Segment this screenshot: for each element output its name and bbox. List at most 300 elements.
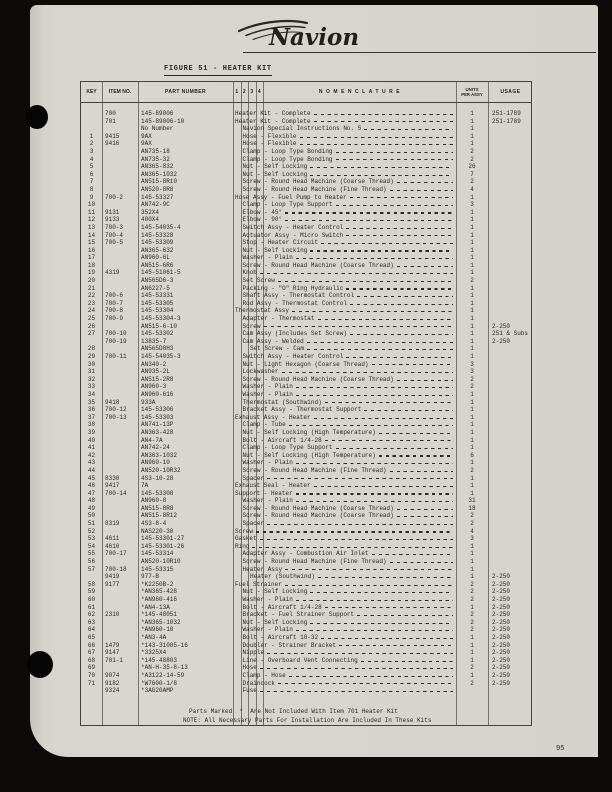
table-row (81, 171, 531, 179)
leader-dashes (296, 387, 453, 388)
nomenclature-text: Screw - Round Head Machine (Coarse Thread) (242, 512, 394, 520)
level-col-1: 1 (235, 89, 239, 95)
units-cell: 1 (470, 558, 474, 566)
leader-dashes (260, 668, 453, 669)
units-cell: 2 (470, 626, 474, 634)
table-row (81, 550, 531, 558)
footnote-installation: NOTE: All Necessary Parts For Installation Are Included In These Kits (183, 717, 432, 724)
usage-cell (488, 376, 531, 384)
table-row (81, 558, 531, 566)
nomenclature-text: Heater Kit - Complete (235, 117, 311, 125)
nomenclature-cell (233, 444, 456, 452)
usage-cell (488, 300, 531, 308)
usage-cell (488, 307, 531, 315)
nomenclature-cell (233, 353, 456, 361)
nomenclature-text: Bracket Assy - Thermostat Support (242, 406, 362, 414)
usage-cell (488, 421, 531, 429)
nomenclature-cell (233, 163, 456, 171)
leader-dashes (390, 190, 453, 191)
item-no-cell (102, 588, 138, 596)
leader-dashes (325, 607, 453, 608)
part-number-cell: No Number (141, 125, 174, 133)
units-cell: 1 (470, 489, 474, 497)
key-cell: 66 (87, 641, 96, 649)
key-cell: 3 (89, 147, 94, 155)
usage-cell: 2-250 (492, 626, 511, 634)
units-cell: 4 (470, 185, 474, 193)
nomenclature-cell (233, 619, 456, 627)
nomenclature-text: Screw - Round Head Machine (Fine Thread) (242, 558, 387, 566)
part-number-cell: 4S3-10-28 (141, 474, 174, 482)
usage-cell (488, 140, 531, 148)
table-row (81, 307, 531, 315)
nomenclature-cell (233, 209, 456, 217)
leader-dashes (300, 137, 453, 138)
usage-cell (488, 345, 531, 353)
nomenclature-cell (233, 611, 456, 619)
item-no-cell: 4610 (105, 542, 120, 550)
part-number-cell: 145-53331 (141, 292, 174, 300)
units-cell: 3 (470, 201, 474, 209)
table-row (81, 224, 531, 232)
table-row (81, 611, 531, 619)
key-cell: 69 (87, 664, 96, 672)
key-cell: 11 (87, 208, 96, 216)
units-cell: 1 (470, 421, 474, 429)
nomenclature-text: Rod Assy - Thermostat Control (242, 299, 347, 307)
leader-dashes (285, 212, 453, 213)
part-number-cell: *AN3-4A (141, 633, 167, 641)
nomenclature-text: Set Screw - Cam (250, 345, 305, 353)
key-cell (81, 573, 102, 581)
part-number-cell: *AN-H-35-8-13 (141, 664, 188, 672)
key-cell: 15 (87, 239, 96, 247)
nomenclature-text: Nut - Self Locking (242, 246, 308, 254)
key-cell: 1 (89, 132, 94, 140)
usage-cell: 2-250 (492, 337, 511, 345)
nomenclature-text: Gasket (235, 535, 257, 543)
col-header-part: PART NUMBER (165, 89, 206, 95)
nomenclature-cell (233, 194, 456, 202)
usage-cell (488, 269, 531, 277)
nomenclature-text: Fuse (242, 687, 257, 695)
binder-hole-bottom (27, 651, 53, 678)
item-no-cell: 9416 (105, 140, 120, 148)
table-row (81, 626, 531, 634)
leader-dashes (325, 402, 453, 403)
nomenclature-cell (233, 186, 456, 194)
leader-dashes (346, 288, 453, 289)
part-number-cell: AN960-616 (141, 390, 174, 398)
item-no-cell (102, 528, 138, 536)
key-cell (81, 338, 102, 346)
units-cell: 1 (470, 330, 474, 338)
leader-dashes (350, 304, 453, 305)
usage-cell: 2-250 (492, 573, 511, 581)
item-no-cell: 9074 (105, 671, 120, 679)
nomenclature-text: Clamp - Tube (242, 421, 286, 429)
usage-cell: 2-250 (492, 633, 511, 641)
usage-cell (488, 535, 531, 543)
scanned-page (30, 5, 598, 757)
usage-cell (488, 406, 531, 414)
leader-dashes (300, 144, 453, 145)
usage-cell (488, 512, 531, 520)
usage-cell (488, 315, 531, 323)
units-cell: 2 (470, 679, 474, 687)
item-no-cell (102, 323, 138, 331)
nomenclature-text: Set Screw (242, 277, 275, 285)
usage-cell (488, 156, 531, 164)
nomenclature-cell (233, 649, 456, 657)
nomenclature-cell (233, 323, 456, 331)
nomenclature-cell (233, 232, 456, 240)
table-row (81, 148, 531, 156)
nomenclature-text: Screw (242, 322, 261, 330)
part-number-cell: 145-54035-3 (141, 353, 181, 360)
key-cell: 39 (87, 428, 96, 436)
table-row (81, 596, 531, 604)
key-cell: 31 (87, 368, 96, 376)
part-number-cell: AN6227-5 (141, 284, 170, 292)
nomenclature-cell (233, 269, 456, 277)
key-cell: 43 (87, 459, 96, 467)
item-no-cell (102, 604, 138, 612)
usage-cell (488, 490, 531, 498)
nomenclature-cell (233, 437, 456, 445)
table-row (81, 512, 531, 520)
table-row (81, 201, 531, 209)
nomenclature-cell (233, 535, 456, 543)
table-row (81, 118, 531, 126)
part-number-cell: AN520-10R32 (141, 466, 181, 474)
nomenclature-cell (233, 285, 456, 293)
key-cell: 5 (89, 163, 94, 171)
leader-dashes (256, 531, 453, 532)
table-header (81, 82, 531, 103)
nomenclature-cell (233, 338, 456, 346)
table-row (81, 459, 531, 467)
nomenclature-cell (233, 307, 456, 315)
part-number-cell: *143-31005-16 (141, 641, 188, 649)
nomenclature-text: Lockwasher (242, 368, 279, 376)
nomenclature-cell (233, 642, 456, 650)
nomenclature-text: Clamp - Hose (242, 671, 286, 679)
units-cell: 6 (470, 451, 474, 459)
key-cell: 9 (89, 193, 94, 201)
units-cell: 1 (470, 565, 474, 573)
table-row (81, 573, 531, 581)
table-row (81, 588, 531, 596)
part-number-cell: AN515-2R8 (141, 375, 174, 383)
units-cell: 1 (470, 299, 474, 307)
nomenclature-text: Clamp - Loop Type Bonding (242, 155, 333, 163)
item-no-cell: 700 (105, 110, 116, 117)
item-no-cell (102, 125, 138, 133)
leader-dashes (260, 539, 453, 540)
table-row (81, 239, 531, 247)
key-cell: 42 (87, 451, 96, 459)
usage-cell: 2-250 (492, 322, 511, 330)
leader-dashes (314, 121, 453, 122)
item-no-cell (102, 361, 138, 369)
part-number-cell: AN515-6-10 (141, 322, 178, 330)
item-no-cell: 700-14 (105, 489, 127, 497)
nomenclature-text: Nut - Self Locking (242, 588, 308, 596)
leader-dashes (336, 205, 453, 206)
units-cell: 2 (470, 383, 474, 391)
units-cell: 1 (470, 573, 474, 581)
item-no-cell: 9131 (105, 208, 120, 216)
key-cell: 65 (87, 633, 96, 641)
key-cell: 60 (87, 596, 96, 603)
nomenclature-text: Clamp - Loop Type Support (242, 444, 333, 452)
usage-cell: 2-250 (492, 580, 511, 588)
key-cell: 18 (87, 261, 96, 269)
nomenclature-cell (233, 520, 456, 528)
usage-cell (488, 186, 531, 194)
item-no-cell (102, 505, 138, 513)
units-cell: 1 (470, 216, 474, 224)
key-cell: 54 (87, 542, 96, 550)
usage-cell (488, 368, 531, 376)
key-cell: 58 (87, 580, 96, 588)
leader-dashes (252, 547, 453, 548)
item-no-cell (102, 201, 138, 209)
units-cell: 1 (470, 193, 474, 201)
nomenclature-cell (233, 467, 456, 475)
part-number-cell: AN340-2 (141, 360, 167, 368)
item-no-cell (102, 467, 138, 475)
leader-dashes (357, 296, 453, 297)
usage-cell (488, 687, 531, 695)
units-cell: 2 (470, 512, 474, 520)
part-number-cell: 977-B (141, 573, 160, 581)
units-cell: 1 (470, 125, 474, 133)
usage-cell (488, 262, 531, 270)
units-cell: 1 (470, 261, 474, 269)
leader-dashes (336, 159, 453, 160)
part-number-cell: AN735-32 (141, 155, 170, 163)
nomenclature-text: Spacer (242, 520, 265, 528)
item-no-cell: 700-9 (105, 315, 124, 323)
leader-dashes (292, 311, 453, 312)
key-cell: 2 (89, 140, 94, 148)
item-no-cell (102, 345, 138, 353)
key-cell: 33 (87, 383, 96, 391)
units-cell: 7 (470, 170, 474, 178)
part-number-cell: *145-48803 (141, 656, 178, 664)
nomenclature-cell (233, 118, 456, 126)
item-no-cell: 9177 (105, 580, 120, 588)
key-cell: 64 (87, 626, 96, 634)
nomenclature-text: Hose (242, 664, 257, 672)
table-row (81, 323, 531, 331)
key-cell: 30 (87, 360, 96, 368)
navion-logo (233, 14, 393, 54)
key-cell: 26 (87, 322, 96, 330)
units-cell: 2 (470, 520, 474, 528)
usage-cell (488, 125, 531, 133)
units-cell: 1 (470, 649, 474, 657)
nomenclature-text: Washer - Plain (242, 596, 293, 603)
part-number-cell: *AN365-1032 (141, 618, 181, 626)
usage-cell (488, 353, 531, 361)
item-no-cell (102, 429, 138, 437)
part-number-cell: 145-53308 (141, 489, 174, 497)
table-row (81, 315, 531, 323)
units-cell: 18 (468, 504, 476, 512)
nomenclature-text: Heater Kit - Complete (235, 110, 311, 117)
nomenclature-text: Screw - Round Head Machine (Coarse Thread) (242, 375, 394, 383)
key-cell: 19 (87, 269, 96, 277)
nomenclature-cell (233, 482, 456, 490)
nomenclature-cell (233, 133, 456, 141)
table-row (81, 125, 531, 133)
key-cell: 50 (87, 512, 96, 520)
col-header-levels (233, 82, 263, 102)
nomenclature-cell (233, 497, 456, 505)
part-number-cell: *K2250B-2 (141, 580, 174, 588)
units-cell: 1 (470, 436, 474, 444)
item-no-cell (102, 459, 138, 467)
nomenclature-text: Bolt - Aircraft 10-32 (242, 633, 319, 641)
usage-cell (488, 383, 531, 391)
table-row (81, 110, 531, 118)
key-cell: 29 (87, 353, 96, 360)
part-number-cell: 145-53328 (141, 231, 174, 239)
nomenclature-cell (233, 558, 456, 566)
nomenclature-text: Line - Overboard Vent Connecting (242, 656, 358, 664)
units-cell: 1 (470, 345, 474, 353)
nomenclature-text: Exhaust Assy - Heater (235, 413, 311, 421)
part-number-cell: AN960-8 (141, 497, 167, 505)
part-number-cell: 145-53314 (141, 550, 174, 558)
part-number-cell: *AN960-416 (141, 596, 178, 603)
nomenclature-cell (233, 300, 456, 308)
item-no-cell: 700-6 (105, 292, 124, 300)
usage-cell (488, 391, 531, 399)
nomenclature-cell (233, 452, 456, 460)
part-number-cell: 145-53301-27 (141, 535, 185, 543)
item-no-cell: 9324 (105, 687, 120, 695)
key-cell: 6 (89, 170, 94, 178)
key-cell: 36 (87, 406, 96, 414)
table-row (81, 566, 531, 574)
units-cell: 1 (470, 656, 474, 664)
table-row (81, 452, 531, 460)
units-cell: 2 (470, 375, 474, 383)
leader-dashes (296, 600, 453, 601)
part-number-cell: AN960-6L (141, 254, 170, 262)
table-row (81, 399, 531, 407)
leader-dashes (307, 349, 453, 350)
nomenclature-cell (233, 247, 456, 255)
item-no-cell: 2310 (105, 611, 120, 619)
part-number-cell: 7A (141, 482, 149, 490)
key-cell: 40 (87, 436, 96, 444)
nomenclature-cell (233, 399, 456, 407)
table-body (81, 102, 531, 725)
table-row (81, 520, 531, 528)
usage-cell (488, 201, 531, 209)
units-cell: 1 (470, 231, 474, 239)
leader-dashes (390, 562, 453, 563)
units-cell: 2 (470, 596, 474, 603)
key-cell: 63 (87, 618, 96, 626)
leader-dashes (372, 554, 453, 555)
level-col-2: 2 (242, 89, 246, 95)
nomenclature-text: Nipple (242, 649, 265, 657)
item-no-cell: 700-7 (105, 299, 124, 307)
usage-cell (488, 429, 531, 437)
table-row (81, 391, 531, 399)
nomenclature-text: Exhaust Seal - Heater (235, 482, 311, 490)
units-cell: 3 (470, 368, 474, 376)
usage-cell (488, 414, 531, 422)
leader-dashes (267, 478, 453, 479)
nomenclature-cell (233, 361, 456, 369)
part-number-cell: AN515-8R8 (141, 504, 174, 512)
nomenclature-text: Doubler - Strainer Bracket (242, 641, 337, 649)
part-number-cell: AN520-10R10 (141, 558, 181, 566)
nomenclature-cell (233, 566, 456, 574)
usage-cell (488, 247, 531, 255)
nomenclature-cell (233, 505, 456, 513)
key-cell: 67 (87, 649, 96, 657)
part-number-cell: AN365-1032 (141, 170, 178, 178)
nomenclature-cell (233, 604, 456, 612)
table-row (81, 619, 531, 627)
nomenclature-cell (233, 581, 456, 589)
leader-dashes (379, 433, 453, 434)
part-number-cell: AN4-7A (141, 436, 163, 444)
leader-dashes (296, 501, 453, 502)
key-cell (81, 125, 102, 133)
item-no-cell: 701-1 (105, 656, 124, 664)
leader-dashes (296, 258, 453, 259)
item-no-cell (102, 558, 138, 566)
nomenclature-cell (233, 383, 456, 391)
units-cell: 1 (470, 641, 474, 649)
leader-dashes (278, 683, 453, 684)
usage-cell (488, 171, 531, 179)
units-cell: 2 (470, 664, 474, 672)
usage-cell (488, 216, 531, 224)
part-number-cell: 9AX (141, 132, 152, 140)
table-row (81, 672, 531, 680)
item-no-cell: 700-4 (105, 231, 124, 239)
leader-dashes (314, 486, 453, 487)
table-row (81, 361, 531, 369)
leader-dashes (296, 395, 453, 396)
table-row (81, 505, 531, 513)
logo-text: Navion (269, 24, 360, 51)
part-number-cell: 933A (141, 398, 156, 406)
nomenclature-text: Spacer (242, 474, 265, 482)
part-number-cell: 145-53303 (141, 413, 174, 421)
part-number-cell: 145-54035-4 (141, 223, 181, 231)
item-no-cell (102, 437, 138, 445)
part-number-cell: 145-53327 (141, 193, 174, 201)
nomenclature-cell (233, 368, 456, 376)
nomenclature-text: Nut - Light Hexagon (Coarse Thread) (242, 360, 369, 368)
nomenclature-cell (233, 156, 456, 164)
part-number-cell: AN565D8H3 (141, 345, 174, 353)
key-cell: 14 (87, 231, 96, 239)
item-no-cell: 700-12 (105, 406, 127, 414)
key-cell: 25 (87, 315, 96, 323)
